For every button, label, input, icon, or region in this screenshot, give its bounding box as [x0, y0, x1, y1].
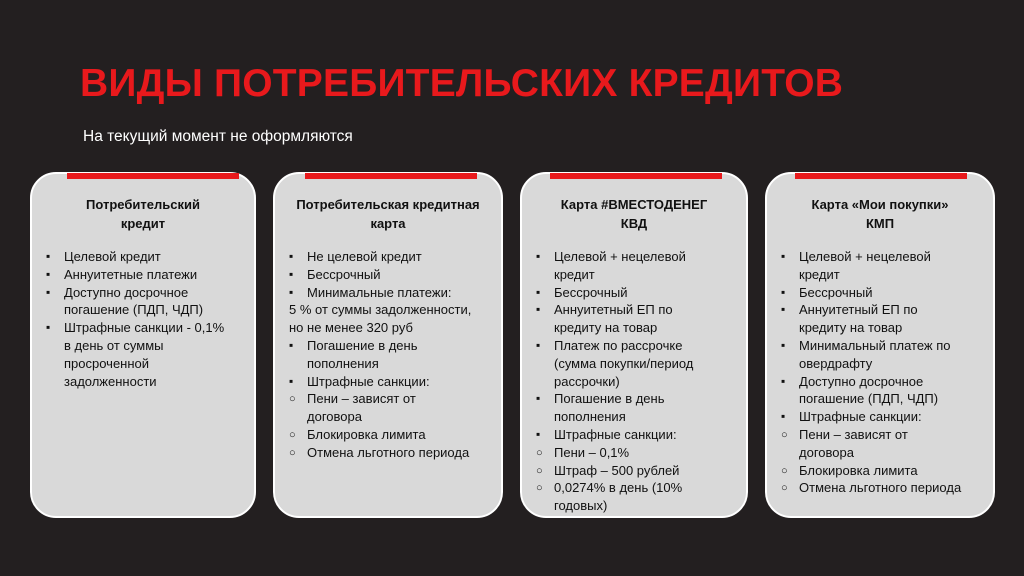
list-item: [781, 373, 985, 409]
list-item-text: Целевой + нецелевой: [554, 249, 686, 264]
list-item-text: Блокировка лимита: [799, 462, 918, 478]
slide-subtitle: На текущий момент не оформляются: [83, 128, 353, 145]
circle-bullet-icon: ○: [289, 446, 296, 459]
list-item: [536, 301, 738, 337]
card-heading-line: карта: [370, 216, 406, 231]
card-accent-bar: [795, 173, 967, 179]
list-item-text: кредит: [799, 266, 840, 282]
list-item-text: Пени – зависят от: [799, 426, 908, 442]
list-item-text: Штрафные санкции:: [307, 373, 430, 389]
list-item: [289, 248, 493, 266]
list-item: [536, 248, 738, 284]
list-item-text: пополнения: [307, 355, 379, 371]
square-bullet-icon: ▪: [289, 373, 294, 388]
square-bullet-icon: ▪: [289, 337, 294, 352]
list-item-text: Погашение в день: [554, 391, 665, 407]
list-item: [536, 444, 738, 462]
list-item: [536, 337, 738, 390]
list-item: [46, 284, 246, 320]
list-item: [46, 248, 246, 266]
list-item-text: Бессрочный: [554, 284, 628, 300]
list-item: [781, 408, 985, 426]
square-bullet-icon: ▪: [781, 284, 786, 299]
list-item-text: Аннуитетные платежи: [64, 266, 198, 282]
list-item-text: Минимальный платеж по: [799, 337, 951, 353]
list-item-text: годовых): [554, 498, 608, 514]
list-item: [289, 266, 493, 284]
square-bullet-icon: ▪: [781, 373, 786, 388]
list-item-text: овердрафту: [799, 355, 873, 371]
list-item: [289, 390, 493, 426]
card-heading-line: Карта #ВМЕСТОДЕНЕГ: [560, 197, 708, 212]
card-heading-line: Потребительский: [86, 197, 200, 212]
list-item-text: Бессрочный: [307, 266, 381, 282]
list-item-text: Пени – 0,1%: [554, 444, 630, 460]
card-consumer-credit: [30, 172, 256, 518]
circle-bullet-icon: ○: [781, 428, 788, 441]
list-item: [289, 426, 493, 444]
list-item-text: Не целевой кредит: [307, 249, 422, 264]
list-item-text: Отмена льготного периода: [307, 444, 470, 460]
card-heading-line: КМП: [865, 216, 895, 231]
card-heading: [767, 195, 993, 233]
circle-bullet-icon: ○: [536, 446, 543, 459]
list-item: [289, 337, 493, 373]
list-item-text: кредит: [554, 266, 595, 282]
slide-title: ВИДЫ ПОТРЕБИТЕЛЬСКИХ КРЕДИТОВ: [80, 62, 844, 105]
list-item: [781, 284, 985, 302]
card-credit-card: [273, 172, 503, 518]
list-item-text: погашение (ПДП, ЧДП): [799, 391, 939, 407]
square-bullet-icon: ▪: [781, 302, 786, 317]
circle-bullet-icon: ○: [289, 393, 296, 406]
list-item: [289, 284, 493, 302]
card-heading-line: Потребительская кредитная: [296, 197, 480, 212]
list-item: [781, 426, 985, 462]
list-item-text: договора: [307, 409, 362, 425]
card-list: [536, 248, 738, 515]
square-bullet-icon: ▪: [289, 249, 294, 263]
list-item-text: 5 % от суммы задолженности,: [289, 302, 472, 318]
list-item-text: Платеж по рассрочке: [554, 337, 683, 353]
list-item-text: погашение (ПДП, ЧДП): [64, 302, 204, 318]
list-item-text: пополнения: [554, 409, 626, 425]
list-item-text: договора: [799, 444, 854, 460]
square-bullet-icon: ▪: [46, 266, 51, 281]
list-item-text: но не менее 320 руб: [289, 320, 413, 336]
square-bullet-icon: ▪: [536, 426, 541, 441]
list-item-text: (сумма покупки/период: [554, 355, 694, 371]
square-bullet-icon: ▪: [536, 391, 541, 406]
square-bullet-icon: ▪: [289, 284, 294, 299]
card-heading-line: Карта «Мои покупки»: [811, 197, 949, 212]
card-heading: [32, 195, 254, 233]
list-item: [46, 266, 246, 284]
list-item: [536, 284, 738, 302]
circle-bullet-icon: ○: [781, 464, 788, 477]
card-vmestodeneg: [520, 172, 748, 518]
square-bullet-icon: ▪: [536, 302, 541, 317]
square-bullet-icon: ▪: [46, 249, 51, 263]
square-bullet-icon: ▪: [781, 337, 786, 352]
list-item: [536, 426, 738, 444]
list-item-text: задолженности: [64, 373, 157, 389]
list-item-text: Штрафные санкции:: [554, 426, 677, 442]
list-item: [781, 301, 985, 337]
square-bullet-icon: ▪: [536, 337, 541, 352]
list-item-text: Блокировка лимита: [307, 426, 426, 442]
circle-bullet-icon: ○: [781, 482, 788, 495]
card-accent-bar: [67, 173, 239, 179]
list-item-text: Аннуитетный ЕП по: [799, 302, 918, 318]
list-item-text: Аннуитетный ЕП по: [554, 302, 673, 318]
list-item-text: Отмена льготного периода: [799, 480, 962, 496]
list-item: [781, 479, 985, 497]
list-item-text: рассрочки): [554, 373, 620, 389]
list-item: [536, 479, 738, 515]
list-item-text: Целевой + нецелевой: [799, 249, 931, 264]
list-item: [46, 319, 246, 390]
list-item-text: Погашение в день: [307, 337, 418, 353]
list-item-text: Доступно досрочное: [799, 373, 924, 389]
list-item: [289, 444, 493, 462]
list-item: [781, 462, 985, 480]
square-bullet-icon: ▪: [289, 266, 294, 281]
card-accent-bar: [550, 173, 722, 179]
square-bullet-icon: ▪: [536, 249, 541, 263]
card-heading: [275, 195, 501, 233]
list-item-text: в день от суммы: [64, 337, 164, 353]
card-list: [781, 248, 985, 497]
list-item-text: 0,0274% в день (10%: [554, 480, 683, 496]
list-item: [781, 337, 985, 373]
list-item: [289, 373, 493, 391]
circle-bullet-icon: ○: [289, 428, 296, 441]
square-bullet-icon: ▪: [781, 409, 786, 424]
list-item-text: кредиту на товар: [799, 320, 903, 336]
square-bullet-icon: ▪: [46, 320, 51, 335]
square-bullet-icon: ▪: [781, 249, 786, 263]
card-accent-bar: [305, 173, 477, 179]
card-heading: [522, 195, 746, 233]
card-heading-line: КВД: [620, 216, 648, 231]
list-item: [289, 301, 493, 337]
list-item-text: кредиту на товар: [554, 320, 658, 336]
list-item-text: Бессрочный: [799, 284, 873, 300]
card-heading-line: кредит: [120, 216, 166, 231]
list-item-text: Целевой кредит: [64, 249, 161, 264]
card-moi-pokupki: [765, 172, 995, 518]
list-item-text: Штрафные санкции - 0,1%: [64, 320, 225, 336]
list-item-text: Пени – зависят от: [307, 391, 416, 407]
circle-bullet-icon: ○: [536, 482, 543, 495]
card-list: [46, 248, 246, 390]
square-bullet-icon: ▪: [536, 284, 541, 299]
list-item-text: Штраф – 500 рублей: [554, 462, 680, 478]
list-item-text: Доступно досрочное: [64, 284, 189, 300]
card-list: [289, 248, 493, 462]
list-item-text: просроченной: [64, 355, 150, 371]
list-item: [536, 462, 738, 480]
list-item-text: Минимальные платежи:: [307, 284, 452, 300]
list-item: [536, 390, 738, 426]
square-bullet-icon: ▪: [46, 284, 51, 299]
circle-bullet-icon: ○: [536, 464, 543, 477]
list-item: [781, 248, 985, 284]
list-item-text: Штрафные санкции:: [799, 409, 922, 425]
